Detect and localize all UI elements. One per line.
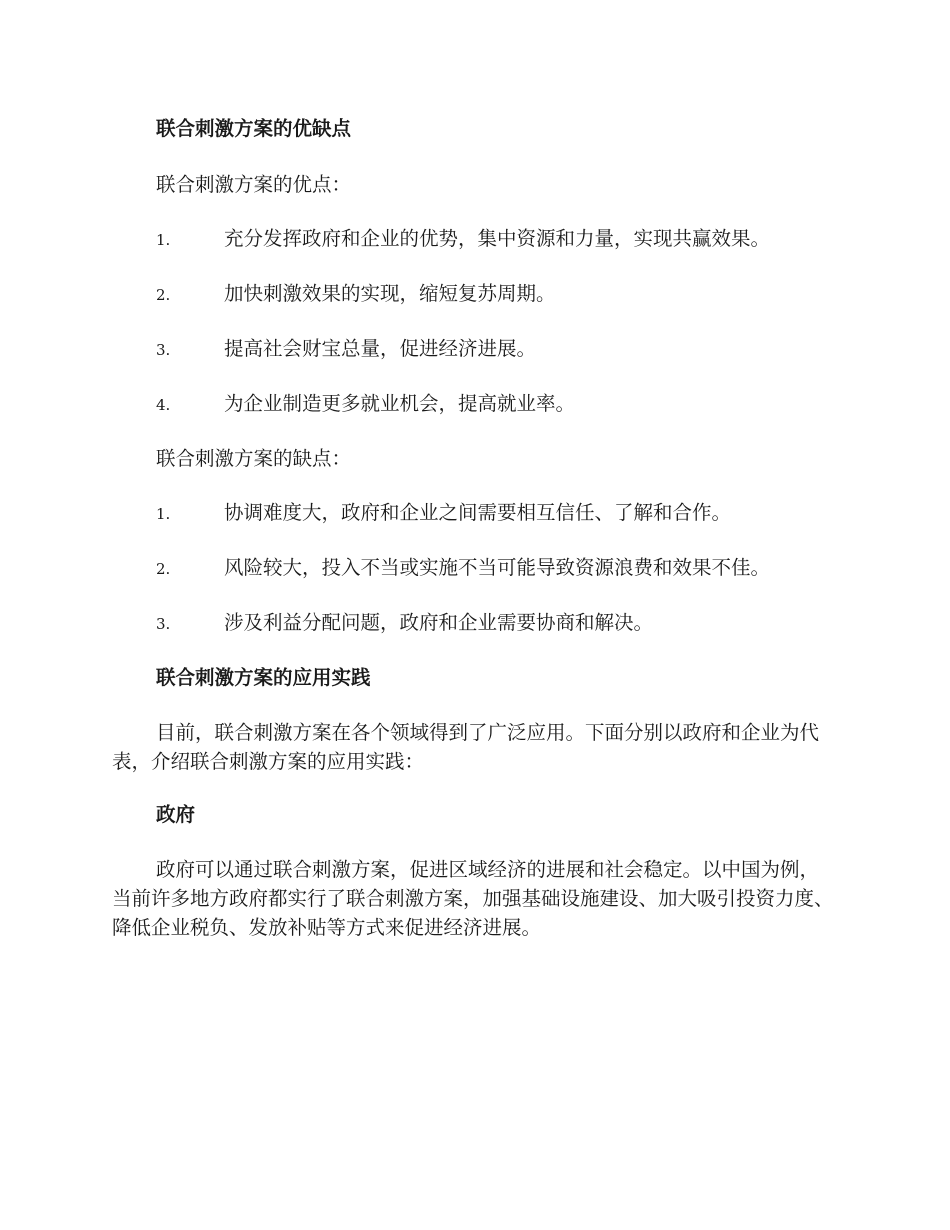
list-item-text: 风险较大，投入不当或实施不当可能导致资源浪费和效果不佳。	[224, 556, 771, 579]
list-item-number: 2.	[156, 560, 171, 578]
cons-label: 联合刺激方案的缺点：	[156, 447, 352, 470]
list-item-number: 4.	[156, 396, 171, 414]
list-item-text: 协调难度大，政府和企业之间需要相互信任、了解和合作。	[224, 501, 732, 524]
list-item	[112, 609, 835, 637]
list-item-number: 1.	[156, 231, 171, 249]
list-item-number: 2.	[156, 286, 171, 304]
section-heading-pros-cons: 联合刺激方案的优缺点	[156, 117, 352, 140]
list-item	[112, 390, 835, 418]
pros-label: 联合刺激方案的优点：	[156, 173, 352, 196]
list-item-number: 3.	[156, 615, 171, 633]
list-item	[112, 280, 835, 308]
list-item	[112, 499, 835, 527]
government-paragraph: 政府可以通过联合刺激方案，促进区域经济的进展和社会稳定。以中国为例，当前许多地方政府都实行了联合刺激方案，加强基础设施建设、加大吸引投资力度、降低企业税负、发放补贴等方式来促进经济进展。	[112, 858, 834, 939]
list-item	[112, 554, 835, 582]
list-item-text: 提高社会财宝总量，促进经济进展。	[224, 337, 537, 360]
list-item-text: 充分发挥政府和企业的优势，集中资源和力量，实现共赢效果。	[224, 227, 771, 250]
practice-intro: 目前，联合刺激方案在各个领域得到了广泛应用。下面分别以政府和企业为代表，介绍联合刺激方案的应用实践：	[112, 721, 820, 773]
pros-list	[112, 225, 835, 418]
list-item-text: 涉及利益分配问题，政府和企业需要协商和解决。	[224, 611, 654, 634]
list-item-number: 1.	[156, 505, 171, 523]
subsection-heading-government: 政府	[156, 803, 196, 826]
section-heading-practice: 联合刺激方案的应用实践	[156, 666, 371, 689]
list-item-text: 为企业制造更多就业机会，提高就业率。	[224, 392, 576, 415]
cons-list	[112, 499, 835, 637]
list-item-text: 加快刺激效果的实现，缩短复苏周期。	[224, 282, 556, 305]
list-item	[112, 225, 835, 253]
list-item	[112, 335, 835, 363]
list-item-number: 3.	[156, 341, 171, 359]
